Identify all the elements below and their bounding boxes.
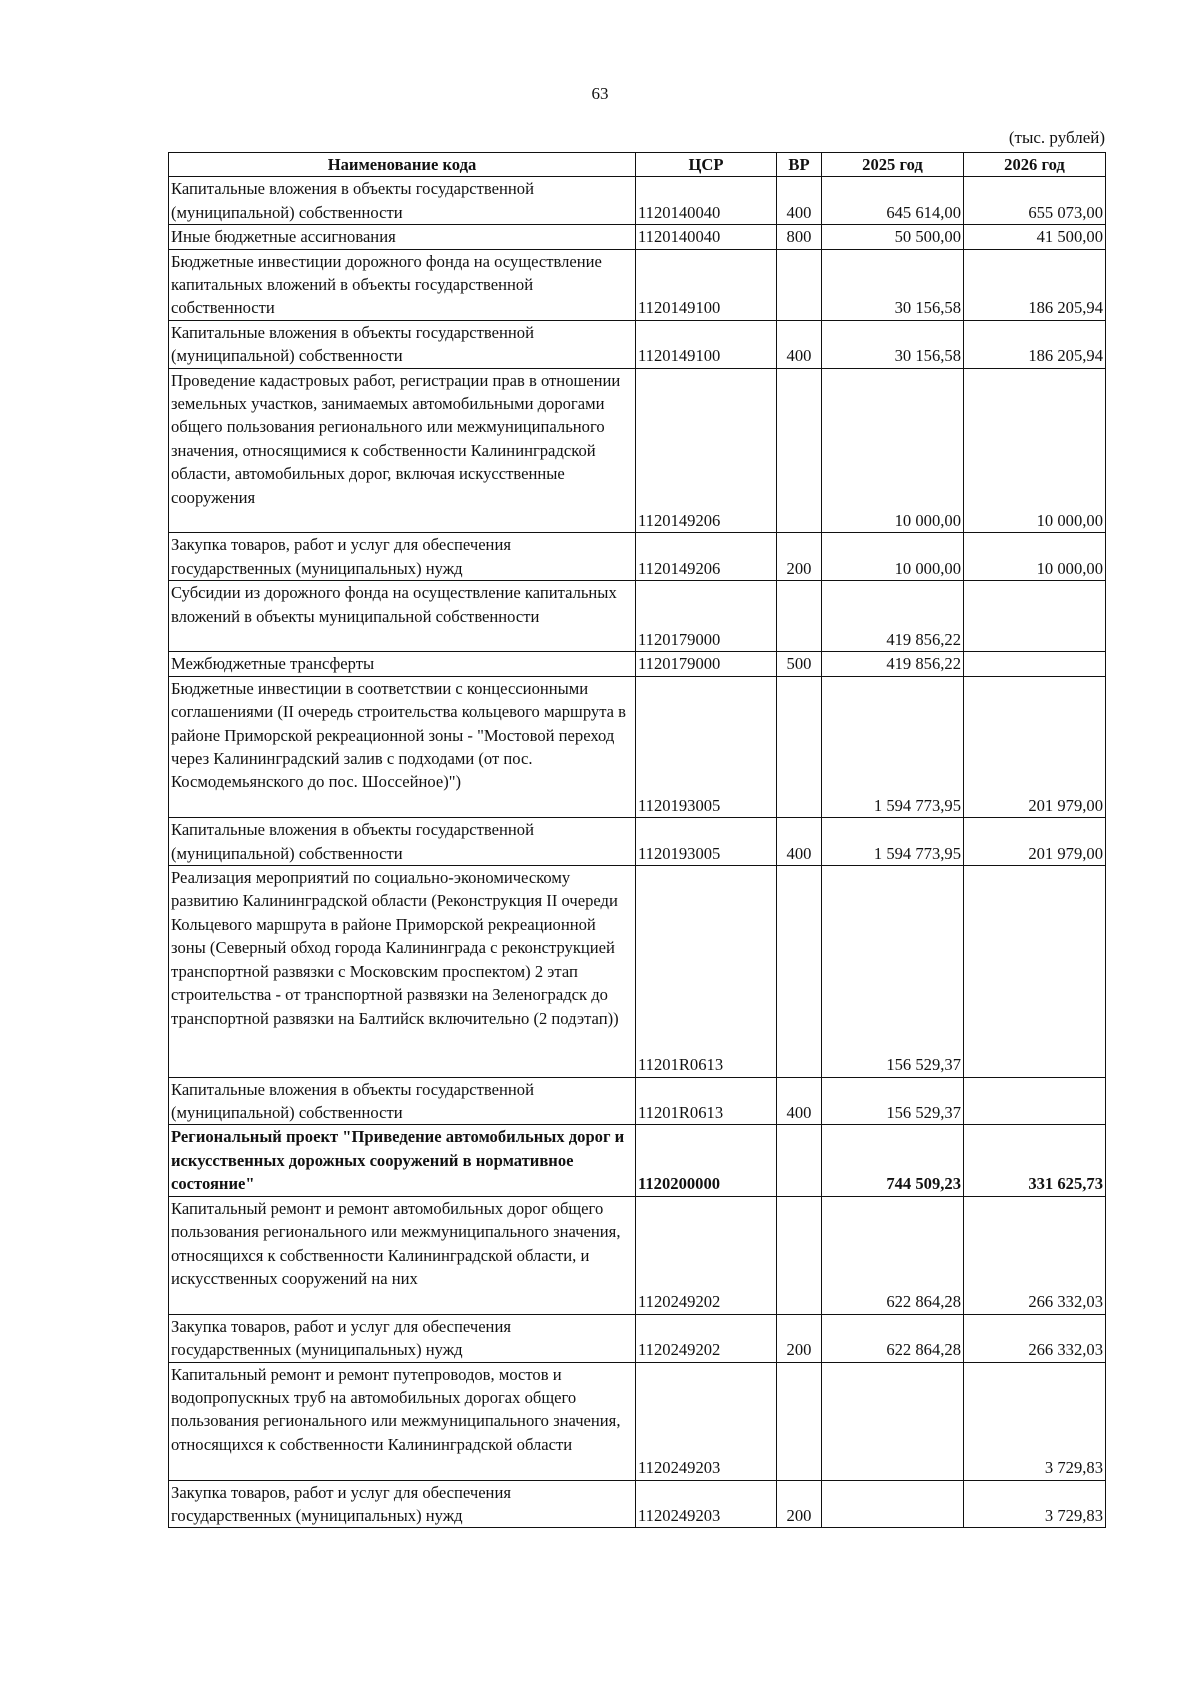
cell-2026: 3 729,83 <box>964 1362 1106 1480</box>
table-row <box>169 866 1106 1078</box>
cell-2026: 201 979,00 <box>964 676 1106 817</box>
cell-vr <box>777 368 822 533</box>
cell-name: Реализация мероприятий по социально-экономическому развитию Калининградской области (Реконструкция II очереди Кольцевого маршрута в районе Приморской рекреационной зоны (Северный обход города Калининграда с реконструкцией транспортной развязки с Московским проспектом) 2 этап строительства - от транспортной развязки на Зеленоградск до транспортной развязки на Балтийск включительно (2 подэтап)) <box>169 866 636 1078</box>
cell-code: 1120249203 <box>636 1480 777 1528</box>
table-row <box>169 225 1106 249</box>
cell-2026: 10 000,00 <box>964 533 1106 581</box>
cell-code: 1120200000 <box>636 1125 777 1196</box>
cell-name: Иные бюджетные ассигнования <box>169 225 636 249</box>
header-2026: 2026 год <box>964 153 1106 177</box>
cell-2025: 622 864,28 <box>822 1196 964 1314</box>
cell-2026 <box>964 866 1106 1078</box>
table-row <box>169 249 1106 320</box>
cell-code: 1120149206 <box>636 368 777 533</box>
cell-code: 1120179000 <box>636 652 777 676</box>
table-row <box>169 1314 1106 1362</box>
cell-2026 <box>964 1077 1106 1125</box>
cell-2025 <box>822 1362 964 1480</box>
cell-2026 <box>964 652 1106 676</box>
cell-code: 1120249202 <box>636 1196 777 1314</box>
cell-vr <box>777 676 822 817</box>
cell-code: 1120179000 <box>636 581 777 652</box>
cell-2026: 186 205,94 <box>964 320 1106 368</box>
cell-code: 1120193005 <box>636 676 777 817</box>
cell-2025: 50 500,00 <box>822 225 964 249</box>
cell-2026 <box>964 581 1106 652</box>
header-code: ЦСР <box>636 153 777 177</box>
cell-vr <box>777 1196 822 1314</box>
cell-2026: 10 000,00 <box>964 368 1106 533</box>
cell-2026: 186 205,94 <box>964 249 1106 320</box>
cell-vr: 200 <box>777 1480 822 1528</box>
cell-2025 <box>822 1480 964 1528</box>
cell-code: 11201R0613 <box>636 866 777 1078</box>
cell-2025: 156 529,37 <box>822 866 964 1078</box>
table-row <box>169 533 1106 581</box>
table-row <box>169 320 1106 368</box>
cell-code: 1120149100 <box>636 249 777 320</box>
cell-2026: 266 332,03 <box>964 1196 1106 1314</box>
cell-vr <box>777 1125 822 1196</box>
table-row <box>169 652 1106 676</box>
cell-vr <box>777 581 822 652</box>
cell-2025: 1 594 773,95 <box>822 818 964 866</box>
cell-vr: 500 <box>777 652 822 676</box>
cell-vr: 400 <box>777 320 822 368</box>
cell-2026: 3 729,83 <box>964 1480 1106 1528</box>
cell-name: Проведение кадастровых работ, регистрации прав в отношении земельных участков, занимаемых автомобильными дорогами общего пользования регионального или межмуниципального значения, относящимися к собственности Калининградской области, автомобильных дорог, включая искусственные сооружения <box>169 368 636 533</box>
cell-vr: 800 <box>777 225 822 249</box>
cell-name: Закупка товаров, работ и услуг для обеспечения государственных (муниципальных) нужд <box>169 533 636 581</box>
cell-code: 11201R0613 <box>636 1077 777 1125</box>
cell-2025: 30 156,58 <box>822 320 964 368</box>
table-row <box>169 1125 1106 1196</box>
cell-name: Капитальные вложения в объекты государственной (муниципальной) собственности <box>169 320 636 368</box>
table-row <box>169 368 1106 533</box>
header-name: Наименование кода <box>169 153 636 177</box>
cell-vr: 400 <box>777 177 822 225</box>
cell-2025: 419 856,22 <box>822 581 964 652</box>
cell-2026: 201 979,00 <box>964 818 1106 866</box>
cell-name: Закупка товаров, работ и услуг для обеспечения государственных (муниципальных) нужд <box>169 1314 636 1362</box>
cell-2025: 10 000,00 <box>822 533 964 581</box>
cell-name: Межбюджетные трансферты <box>169 652 636 676</box>
table-header <box>169 153 1106 177</box>
cell-name: Капитальные вложения в объекты государственной (муниципальной) собственности <box>169 177 636 225</box>
cell-code: 1120149206 <box>636 533 777 581</box>
cell-vr <box>777 866 822 1078</box>
cell-name: Региональный проект "Приведение автомобильных дорог и искусственных дорожных сооружений в нормативное состояние" <box>169 1125 636 1196</box>
cell-name: Бюджетные инвестиции в соответствии с концессионными соглашениями (II очередь строительства кольцевого маршрута в районе Приморской рекреационной зоны - "Мостовой переход через Калининградский залив с подходами (от пос. Космодемьянского до пос. Шоссейное)") <box>169 676 636 817</box>
cell-name: Бюджетные инвестиции дорожного фонда на осуществление капитальных вложений в объекты государственной собственности <box>169 249 636 320</box>
units-note: (тыс. рублей) <box>1008 128 1105 147</box>
cell-2026: 331 625,73 <box>964 1125 1106 1196</box>
budget-table <box>168 152 1106 1528</box>
cell-2025: 744 509,23 <box>822 1125 964 1196</box>
cell-code: 1120249202 <box>636 1314 777 1362</box>
table-row <box>169 818 1106 866</box>
cell-2026: 266 332,03 <box>964 1314 1106 1362</box>
table-row <box>169 1480 1106 1528</box>
cell-code: 1120149100 <box>636 320 777 368</box>
cell-vr: 200 <box>777 533 822 581</box>
cell-2025: 622 864,28 <box>822 1314 964 1362</box>
cell-vr <box>777 1362 822 1480</box>
cell-2025: 30 156,58 <box>822 249 964 320</box>
table-row <box>169 1362 1106 1480</box>
cell-2025: 10 000,00 <box>822 368 964 533</box>
cell-2026: 41 500,00 <box>964 225 1106 249</box>
table-row <box>169 1077 1106 1125</box>
cell-code: 1120140040 <box>636 225 777 249</box>
cell-name: Капитальные вложения в объекты государственной (муниципальной) собственности <box>169 818 636 866</box>
cell-2025: 645 614,00 <box>822 177 964 225</box>
cell-name: Капитальный ремонт и ремонт автомобильных дорог общего пользования регионального или межмуниципального значения, относящихся к собственности Калининградской области, и искусственных сооружений на них <box>169 1196 636 1314</box>
cell-2025: 156 529,37 <box>822 1077 964 1125</box>
cell-name: Капитальный ремонт и ремонт путепроводов, мостов и водопропускных труб на автомобильных дорогах общего пользования регионального или межмуниципального значения, относящихся к собственности Калининградской области <box>169 1362 636 1480</box>
table-row <box>169 676 1106 817</box>
cell-vr: 400 <box>777 818 822 866</box>
cell-name: Капитальные вложения в объекты государственной (муниципальной) собственности <box>169 1077 636 1125</box>
cell-code: 1120249203 <box>636 1362 777 1480</box>
cell-2025: 419 856,22 <box>822 652 964 676</box>
header-2025: 2025 год <box>822 153 964 177</box>
cell-name: Субсидии из дорожного фонда на осуществление капитальных вложений в объекты муниципальной собственности <box>169 581 636 652</box>
cell-vr: 200 <box>777 1314 822 1362</box>
header-vr: ВР <box>777 153 822 177</box>
table-body <box>169 177 1106 1528</box>
cell-2025: 1 594 773,95 <box>822 676 964 817</box>
table-row <box>169 581 1106 652</box>
cell-vr <box>777 249 822 320</box>
page-number: 63 <box>591 84 609 103</box>
table-row <box>169 177 1106 225</box>
cell-name: Закупка товаров, работ и услуг для обеспечения государственных (муниципальных) нужд <box>169 1480 636 1528</box>
cell-2026: 655 073,00 <box>964 177 1106 225</box>
header-row <box>169 153 1106 177</box>
cell-code: 1120193005 <box>636 818 777 866</box>
table-row <box>169 1196 1106 1314</box>
cell-vr: 400 <box>777 1077 822 1125</box>
cell-code: 1120140040 <box>636 177 777 225</box>
